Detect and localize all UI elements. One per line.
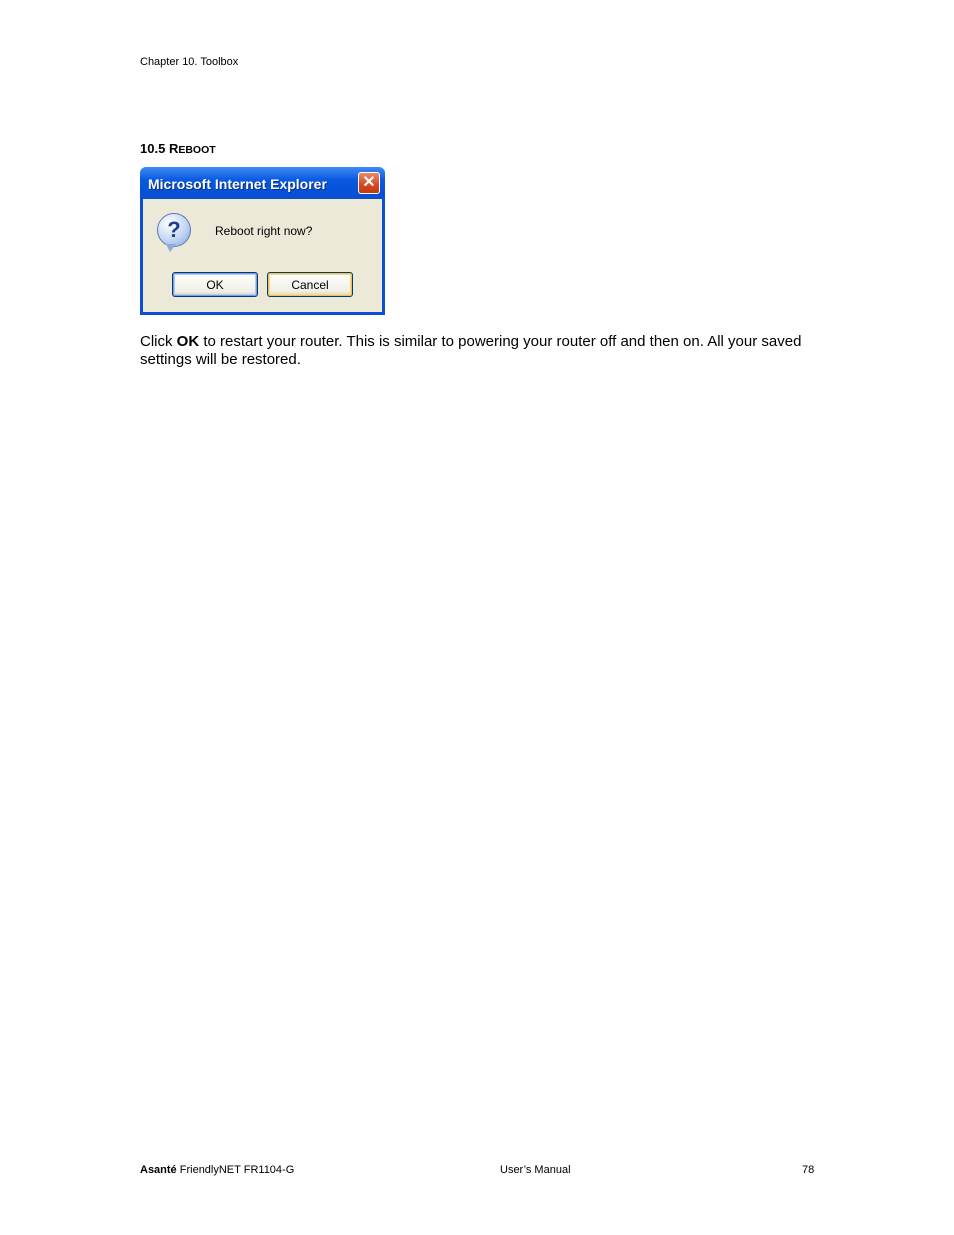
dialog-message: Reboot right now? [215,224,313,238]
body-paragraph [140,333,820,369]
body-suffix: to restart your router. This is similar to powering your router off and then on. All your saved settings will be restored. [140,333,802,368]
dialog-title: Microsoft Internet Explorer [148,176,327,192]
question-icon-tail [166,244,176,252]
footer-product: FriendlyNET FR1104-G [176,1164,295,1176]
section-title-rest: EBOOT [178,144,216,156]
section-title [169,141,216,156]
body-prefix: Click [140,333,177,350]
close-icon: ✕ [362,174,376,191]
body-bold-ok: OK [176,333,200,350]
dialog-client [143,199,382,312]
dialog-titlebar[interactable] [140,167,385,199]
running-head: Chapter 10. Toolbox [140,56,239,68]
footer-left [140,1164,294,1176]
question-icon: ? [157,213,191,247]
section-title-initial: R [168,141,179,156]
footer-page-number: 78 [802,1164,815,1176]
cancel-button[interactable]: Cancel [267,272,353,297]
footer-doc-title: User’s Manual [500,1164,571,1176]
close-button[interactable] [358,172,380,194]
footer-brand: Asanté [140,1164,177,1176]
section-heading [140,141,216,156]
section-number: 10.5 [140,141,166,156]
reboot-dialog [140,167,385,315]
ok-button[interactable]: OK [172,272,258,297]
